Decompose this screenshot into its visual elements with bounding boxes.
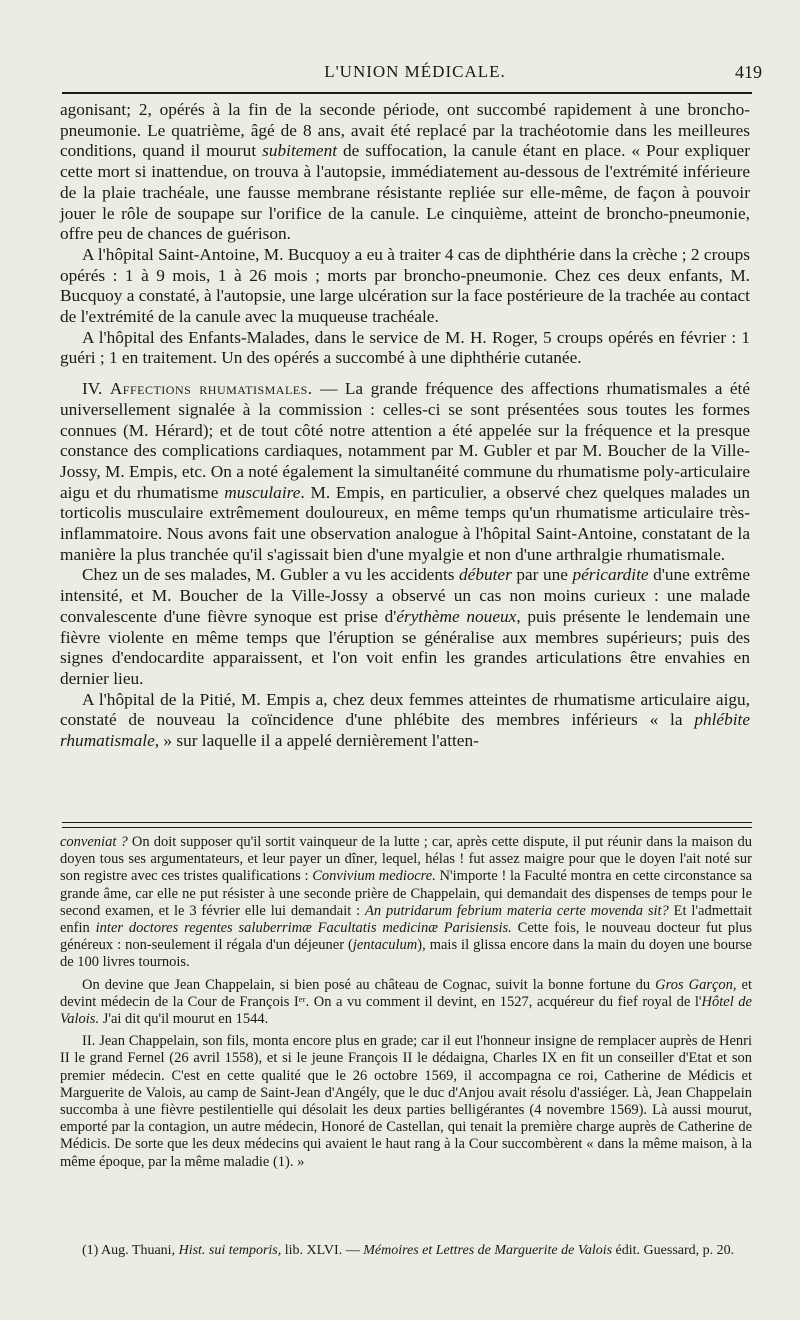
- notes-separator: [62, 822, 752, 828]
- running-title: L'UNION MÉDICALE.: [324, 62, 506, 81]
- page-header: [60, 62, 770, 86]
- main-text: [60, 100, 750, 752]
- feuilleton-notes: [60, 834, 752, 1176]
- section-number: IV.: [82, 379, 103, 399]
- section-heading: Affections rhumatismales.: [109, 379, 313, 399]
- note-paragraph: II. Jean Chappelain, son fils, monta encore plus en grade; car il eut l'honneur insigne de remplacer auprès de Henri II le grand Fernel (26 avril 1558), et si le jeune François II le dédaigna, Charles IX en fit un conseiller d'Etat et son premier médecin. C'est en cette qualité que le 26 octobre 1569, il accompagna ce roi, Catherine de Médicis et Marguerite de Valois, au camp de Saint-Jean d'Angély, que le duc d'Anjou avait résolu d'assiéger. Là, Jean Chappelain succomba à une fièvre pestilentielle qui désolait les deux parties belligérantes (4 novembre 1569). Là aussi mourut, emporté par la contagion, un autre médecin, Honoré de Castellan, qui tenait la première charge auprès de Catherine de Médicis. De sorte que les deux médecins qui avaient le haut rang à la Cour succombèrent « dans la même maison, à la même époque, par la même maladie (1). »: [60, 1033, 752, 1170]
- paragraph: agonisant; 2, opérés à la fin de la seconde période, ont succombé rapidement à une broncho-pneumonie. Le quatrième, âgé de 8 ans, avait été replacé par la trachéotomie dans les meilleures conditions, quand il mourut subitement de suffocation, la canule étant en place. « Pour expliquer cette mort si inattendue, on trouva à l'autopsie, immédiatement au-dessous de l'extrémité inférieure de la plaie trachéale, une fausse membrane résistante repliée sur elle-même, de façon à pouvoir jouer le rôle de soupape sur l'orifice de la canule. Le cinquième, atteint de broncho-pneumonie, offre peu de chances de guérison.: [60, 100, 750, 244]
- paragraph: A l'hôpital de la Pitié, M. Empis a, chez deux femmes atteintes de rhumatisme articulaire aigu, constaté de nouveau la coïncidence d'une phlébite des membres inférieurs « la phlébite rhumatismale, » sur laquelle il a appelé dernièrement l'atten-: [60, 689, 750, 751]
- note-paragraph: On devine que Jean Chappelain, si bien posé au château de Cognac, suivit la bonne fortune du Gros Garçon, et devint médecin de la Cour de François Iᵉʳ. On a vu comment il devint, en 1527, acquéreur du fief royal de l'Hôtel de Valois. J'ai dit qu'il mourut en 1544.: [60, 976, 753, 1028]
- page-number: 419: [735, 62, 762, 82]
- paragraph: Chez un de ses malades, M. Gubler a vu les accidents débuter par une péricardite d'une extrême intensité, et M. Boucher de la Ville-Jossy a observé un cas non moins curieux : une malade convalescente d'une fièvre synoque est prise d'érythème noueux, puis présente le lendemain une fièvre violente en même temps que l'éruption se généralise aux membres supérieurs; puis des signes d'endocardite apparaissent, et l'on voit enfin les grandes articulations être envahies en dernier lieu.: [60, 565, 751, 688]
- section-heading-paragraph: IV. Affections rhumatismales. — La grande fréquence des affections rhumatismales a été universellement signalée à la commission : celles-ci se sont présentées sous toutes les formes connues (M. Hérard); et de tout côté notre attention a été appelée sur la fréquence et la presque constance des complications cardiaques, notamment par M. Gubler et par M. Boucher de la Ville-Jossy, M. Empis, etc. On a noté également la simultanéité commune du rhumatisme poly-articulaire aigu et du rhumatisme musculaire. M. Empis, en particulier, a observé chez quelques malades un torticolis musculaire extrêmement douloureux, en même temps qu'un rhumatisme articulaire très-inflammatoire. Nous avons fait une observation analogue à l'hôpital Saint-Antoine, constatant de la manière la plus tranchée qu'il s'agissait bien d'une myalgie et non d'une arthralgie rhumatismale.: [60, 379, 750, 564]
- paragraph: A l'hôpital des Enfants-Malades, dans le service de M. H. Roger, 5 croups opérés en février : 1 guéri ; 1 en traitement. Un des opérés a succombé à une diphthérie cutanée.: [60, 327, 750, 368]
- paragraph: A l'hôpital Saint-Antoine, M. Bucquoy a eu à traiter 4 cas de diphthérie dans la crèche ; 2 croups opérés : 1 à 9 mois, 1 à 26 mois ; morts par broncho-pneumonie. Chez ces deux enfants, M. Bucquoy a constaté, à l'autopsie, une large ulcération sur la face postérieure de la trachée au contact de l'extrémité de la canule avec la muqueuse trachéale.: [60, 244, 750, 327]
- note-paragraph: conveniat ? On doit supposer qu'il sortit vainqueur de la lutte ; car, après cette dispute, il put réunir dans la maison du doyen tous ses argumentateurs, et leur payer un dîner, lequel, hélas ! fut assez maigre pour que le doyen l'ait noté sur son registre avec ces tristes qualifications : Convivium mediocre. N'importe ! la Faculté montra en cette circonstance sa grande âme, car elle ne put résister à une seconde prière de Chappelain, qui demandait des dispenses de temps pour le second examen, et le 3 février elle lui demandait : An putridarum febrium materia certe movenda sit? Et l'admettait enfin inter doctores regentes saluberrimæ Facultatis medicinæ Parisiensis. Cette fois, le nouveau docteur fut plus généreux : non-seulement il régala d'un déjeuner (jentaculum), mais il glissa encore dans la main du doyen une bourse de 100 livres tournois.: [60, 834, 753, 971]
- header-rule: [62, 92, 752, 94]
- footnote: (1) Aug. Thuani, Hist. sui temporis, lib. XLVI. — Mémoires et Lettres de Marguerite de Valois édit. Guessard, p. 20.: [82, 1243, 735, 1258]
